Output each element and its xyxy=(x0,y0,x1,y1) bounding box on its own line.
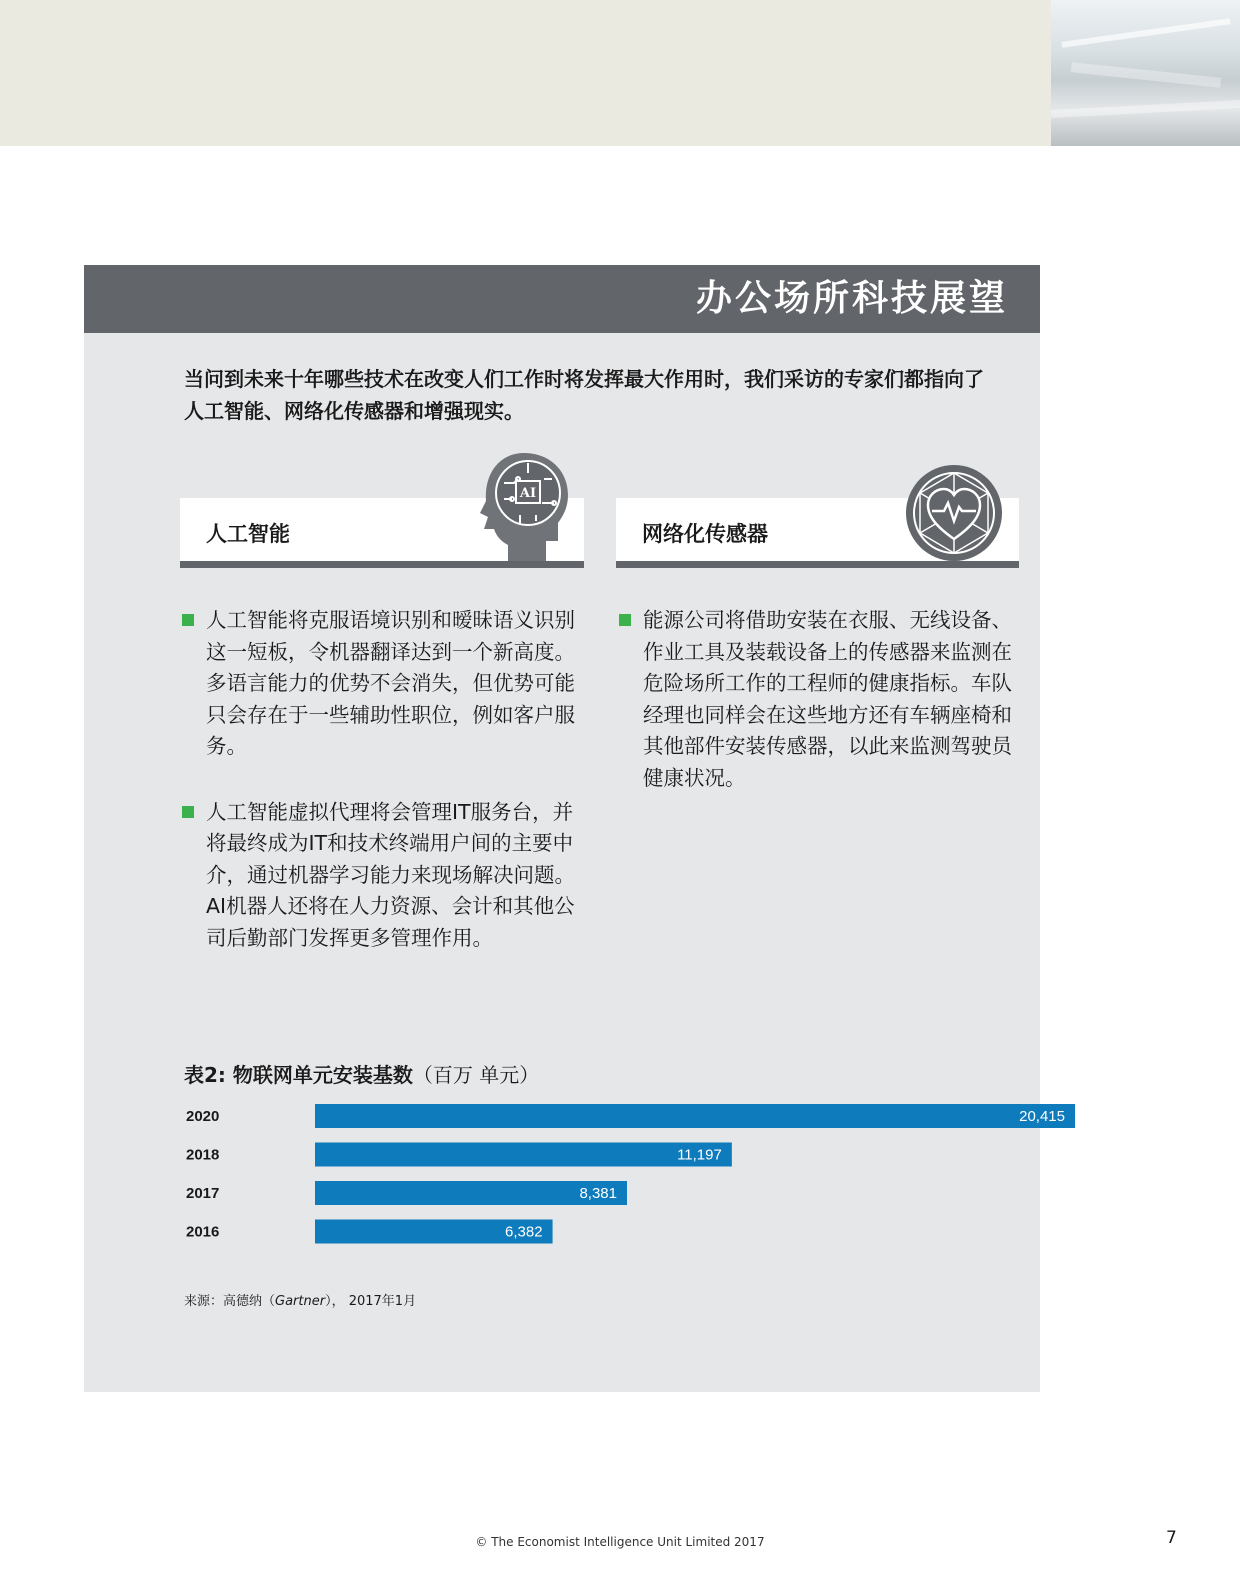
top-color-band xyxy=(0,0,1051,146)
chart-source: 来源：高德纳（Gartner）， 2017年1月 xyxy=(184,1294,417,1309)
bar-value-label-2018: 11,197 xyxy=(677,1146,722,1164)
panel-title: 办公场所科技展望 xyxy=(695,278,1008,319)
section-label-sensors: 网络化传感器 xyxy=(642,522,768,546)
section-label-ai: 人工智能 xyxy=(206,522,290,546)
ai-bullet-list xyxy=(182,605,582,988)
panel-header xyxy=(84,265,1040,333)
bar-2018 xyxy=(315,1143,732,1167)
list-item: 能源公司将借助安装在衣服、无线设备、作业工具及装载设备上的传感器来监测在危险场所工作的工程师的健康指标。车队经理也同样会在这些地方还有车辆座椅和其他部件安装传感器，以此来监测驾驶员健康状况。 xyxy=(619,605,1019,794)
sensors-bullet-list xyxy=(619,605,1019,828)
bullet-square-icon xyxy=(182,806,194,818)
bar-value-label-2016: 6,382 xyxy=(505,1223,543,1241)
bullet-square-icon xyxy=(182,614,194,626)
bar-category-label-2017: 2017 xyxy=(186,1185,220,1202)
bar-value-label-2020: 20,415 xyxy=(1019,1108,1065,1125)
iot-bar-chart xyxy=(180,1090,1065,1260)
page-number: 7 xyxy=(1166,1528,1177,1548)
office-photo xyxy=(1051,0,1240,146)
ai-head-icon xyxy=(474,449,574,565)
chart-title: 表2: 物联网单元安装基数（百万 单元） xyxy=(184,1063,540,1087)
bar-category-label-2020: 2020 xyxy=(186,1108,220,1125)
intro-text: 当问到未来十年哪些技术在改变人们工作时将发挥最大作用时，我们采访的专家们都指向了人工智能、网络化传感器和增强现实。 xyxy=(184,367,984,423)
bar-category-label-2016: 2016 xyxy=(186,1223,220,1241)
bar-value-label-2017: 8,381 xyxy=(579,1185,618,1202)
list-item: 人工智能将克服语境识别和暧昧语义识别这一短板，令机器翻译达到一个新高度。多语言能力的优势不会消失，但优势可能只会存在于一些辅助性职位，例如客户服务。 xyxy=(182,605,582,763)
bar-2020 xyxy=(315,1104,1075,1128)
footer-copyright: © The Economist Intelligence Unit Limited 2017 xyxy=(475,1535,765,1549)
ai-icon-text: AI xyxy=(519,486,537,501)
bullet-square-icon xyxy=(619,614,631,626)
list-item: 人工智能虚拟代理将会管理IT服务台，并将最终成为IT和技术终端用户间的主要中介，通过机器学习能力来现场解决问题。AI机器人还将在人力资源、会计和其他公司后勤部门发挥更多管理作用。 xyxy=(182,797,582,955)
workplace-tech-panel xyxy=(84,265,1065,1392)
heart-sensor-icon xyxy=(904,463,1004,563)
bar-category-label-2018: 2018 xyxy=(186,1146,220,1164)
